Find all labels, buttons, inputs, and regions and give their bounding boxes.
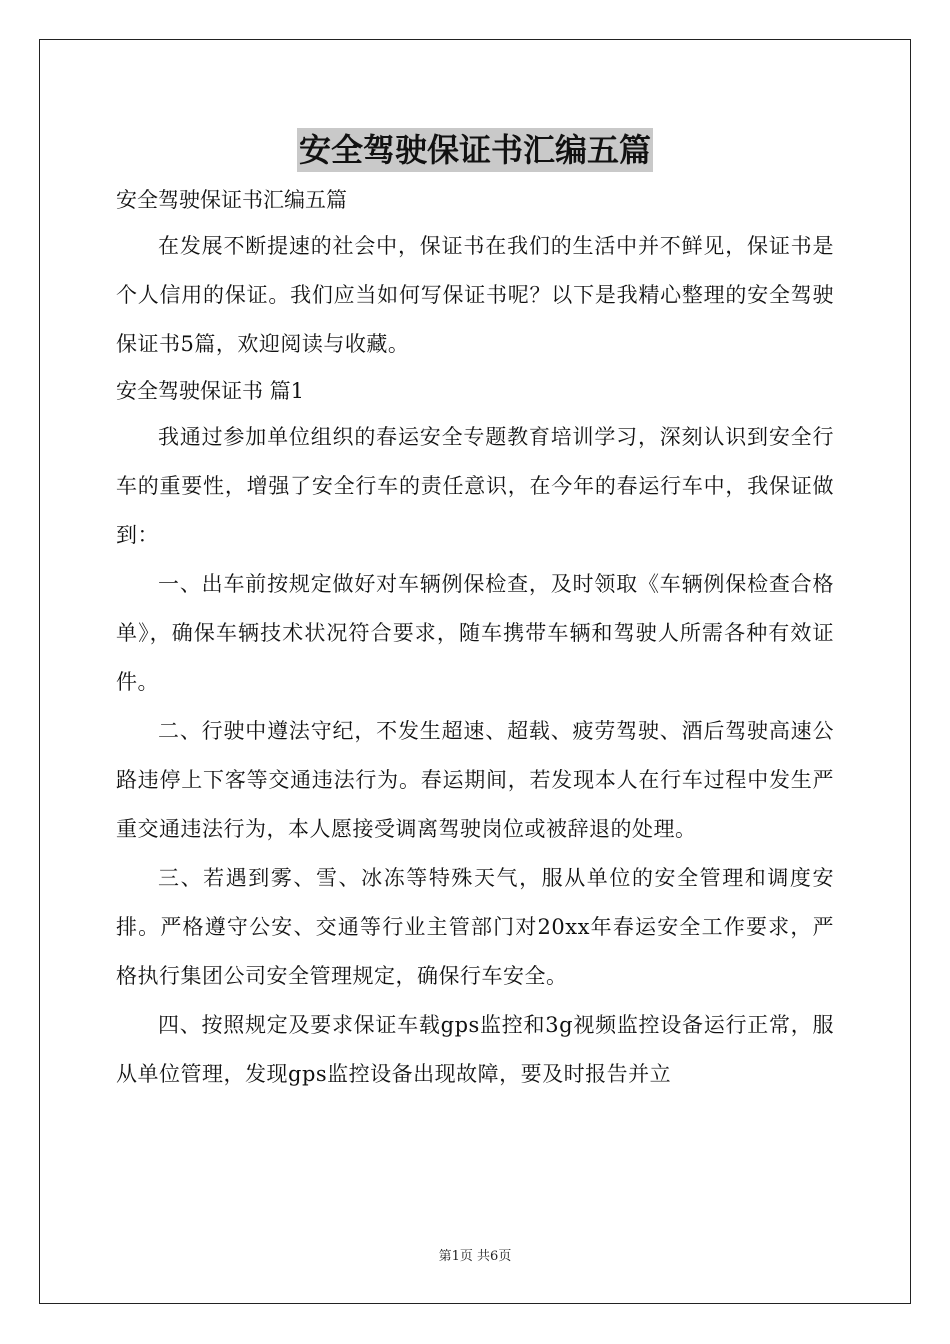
body-paragraph-5: 四、按照规定及要求保证车载gps监控和3g视频监控设备运行正常，服从单位管理，发现gps监控设备出现故障，要及时报告并立 <box>116 1013 834 1086</box>
body-paragraph-1: 我通过参加单位组织的春运安全专题教育培训学习，深刻认识到安全行车的重要性，增强了安全行车的责任意识，在今年的春运行车中，我保证做到： <box>116 425 834 547</box>
intro-paragraph: 在发展不断提速的社会中，保证书在我们的生活中并不鲜见，保证书是个人信用的保证。我们应当如何写保证书呢？以下是我精心整理的安全驾驶保证书5篇，欢迎阅读与收藏。 <box>116 234 834 356</box>
section-heading: 安全驾驶保证书 篇1 <box>116 379 305 403</box>
page-number-footer: 第1页 共6页 <box>438 1249 512 1264</box>
title-container <box>0 128 950 172</box>
body-paragraph-3: 二、行驶中遵法守纪，不发生超速、超载、疲劳驾驶、酒后驾驶高速公路违停上下客等交通违法行为。春运期间，若发现本人在行车过程中发生严重交通违法行为，本人愿接受调离驾驶岗位或被辞退的处理。 <box>116 719 834 841</box>
document-title: 安全驾驶保证书汇编五篇 <box>297 128 653 172</box>
body-paragraph-2: 一、出车前按规定做好对车辆例保检查，及时领取《车辆例保检查合格单》，确保车辆技术状况符合要求，随车携带车辆和驾驶人所需各种有效证件。 <box>116 572 834 694</box>
document-body <box>116 178 834 1099</box>
body-paragraph-4: 三、若遇到雾、雪、冰冻等特殊天气，服从单位的安全管理和调度安排。严格遵守公安、交通等行业主管部门对20xx年春运安全工作要求，严格执行集团公司安全管理规定，确保行车安全。 <box>116 866 834 988</box>
document-subtitle: 安全驾驶保证书汇编五篇 <box>116 188 347 212</box>
